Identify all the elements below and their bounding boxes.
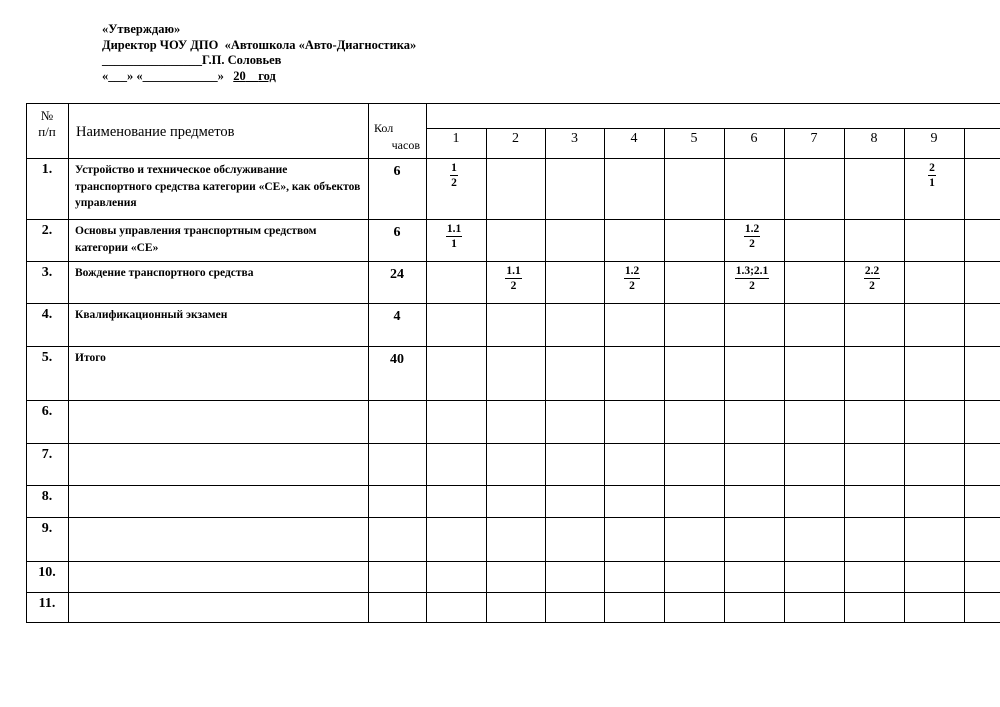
row-line [26,261,1000,262]
row-number: 1. [41,162,53,177]
row-number: 11. [38,596,56,611]
approval-signature-line [102,53,416,69]
fraction-denominator: 2 [451,177,457,189]
row-line [26,592,1000,593]
fraction-denominator: 2 [629,280,635,292]
row-line [26,443,1000,444]
approval-title: «Утверждаю» [102,22,181,36]
row-line [26,622,1000,623]
approval-director: Директор ЧОУ ДПО «Автошкола «Авто-Диагностика» [102,37,417,52]
row-number: 8. [41,489,53,504]
row-subject: Основы управления транспортным средством категории «СЕ» [75,225,317,254]
fraction-numerator: 2 [929,162,935,174]
director-name: Г.П. Соловьев [202,53,282,67]
day-column-header: 2 [512,131,519,146]
row-hours: 4 [393,309,401,324]
table-top-border [26,103,1000,104]
schedule-cell-fraction [602,264,662,293]
fraction-numerator: 1.3;2.1 [735,265,769,277]
date-year-blank [246,69,259,83]
row-hours: 6 [393,225,401,240]
fraction-denominator: 2 [510,280,517,292]
row-number: 5. [41,350,53,365]
col-divider-day [904,128,905,623]
fraction-numerator: 1.2 [624,265,640,277]
fraction-denominator: 2 [749,238,755,250]
header-bottom-line [26,158,1000,159]
row-line [26,346,1000,347]
day-column-header: 6 [750,131,758,146]
fraction-denominator: 2 [749,280,755,292]
day-column-header: 7 [810,131,818,146]
row-number: 3. [41,265,53,280]
fraction-denominator: 2 [869,280,875,292]
row-subject: Вождение транспортного средства [75,267,254,279]
row-hours: 40 [390,352,404,367]
date-day-blank: ___ [108,68,127,83]
date-quote-mid: » « [127,68,143,83]
header-num-label: п/п [38,124,56,139]
col-divider-day [545,128,546,623]
col-divider-day [724,128,725,623]
row-number: 9. [41,521,53,536]
date-year-prefix: 20 [233,68,246,83]
header-subject-name: Наименование предметов [76,124,235,140]
row-number: 4. [41,307,53,322]
col-divider-day [844,128,845,623]
row-number: 10. [38,565,56,580]
date-year-word: год [258,68,276,83]
row-number: 7. [41,447,53,462]
row-number: 6. [41,404,53,419]
approval-block [102,22,416,84]
row-line [26,561,1000,562]
row-line [26,219,1000,220]
row-subject: Итого [75,352,106,364]
col-divider-day [486,128,487,623]
row-hours: 24 [390,267,404,282]
day-column-header: 4 [630,131,638,146]
day-column-header: 5 [690,131,698,146]
col-divider-day [664,128,665,623]
date-quote-open: « [102,68,109,83]
fraction-numerator: 1.2 [744,223,760,235]
header-hours-line1: Кол [374,121,394,135]
row-line [26,517,1000,518]
row-number: 2. [41,223,53,238]
col-divider-day [604,128,605,623]
schedule-cell-fraction [424,222,484,251]
date-year [233,69,276,83]
date-quote-close: » [217,68,234,83]
row-line [26,303,1000,304]
header-hours-line2: часов [391,138,420,152]
row-line [26,400,1000,401]
row-hours: 6 [393,164,401,179]
schedule-cell-fraction [484,264,544,293]
day-column-header: 3 [571,131,578,146]
fraction-numerator: 2.2 [864,265,880,277]
header-hours [370,120,420,154]
row-subject: Квалификационный экзамен [75,309,228,321]
schedule-cell-fraction [722,222,782,251]
row-subject: Устройство и техническое обслуживание транспортного средства категории «СЕ», как объектов управления [75,164,361,209]
row-line [26,485,1000,486]
header-num-symbol: № [40,108,54,123]
header-num [26,108,68,140]
fraction-denominator: 1 [929,177,935,189]
col-divider-day [964,128,965,623]
fraction-numerator: 1 [451,162,457,174]
schedule-cell-fraction [902,161,962,190]
date-month-blank: ____________ [142,68,218,83]
day-column-header: 9 [930,131,938,146]
schedule-cell-fraction [424,161,484,190]
fraction-numerator: 1.1 [446,223,462,235]
fraction-denominator: 1 [451,238,457,250]
header-split-line [426,128,1000,129]
day-column-header: 1 [452,131,460,146]
schedule-cell-fraction [722,264,782,293]
approval-date-line [102,69,416,85]
schedule-cell-fraction [842,264,902,293]
signature-blank: ________________ [102,53,202,67]
col-divider-num [68,103,69,623]
day-column-header: 8 [870,131,878,146]
col-divider-day [784,128,785,623]
fraction-numerator: 1.1 [506,265,521,277]
